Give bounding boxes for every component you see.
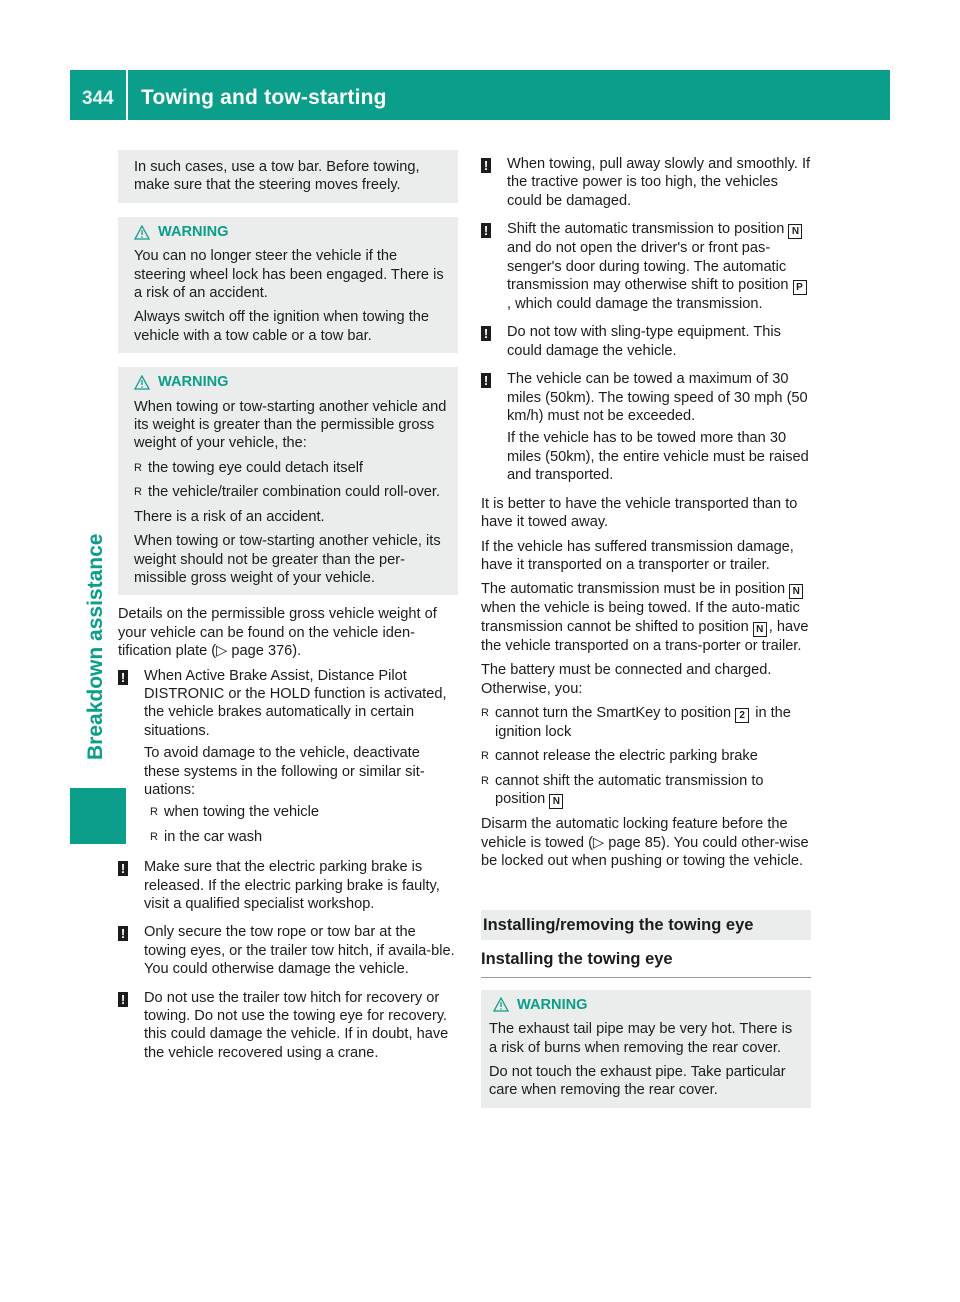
warning-icon xyxy=(134,375,150,390)
chapter-title: Towing and tow-starting xyxy=(141,86,387,109)
exclamation-icon: ! xyxy=(481,373,491,388)
page-number: 344 xyxy=(82,88,114,109)
warning-text: You can no longer steer the vehicle if the steering wheel lock has been engaged. There is a risk of an accident. xyxy=(134,248,444,302)
details-paragraph: Details on the permissible gross vehicle weight of your vehicle can be found on the vehicle iden-tification plate (▷ page 376). xyxy=(118,606,437,660)
bullet-icon: R xyxy=(134,461,142,474)
paragraph: The automatic transmission must be in position N when the vehicle is being towed. If the auto-matic transmission cannot be shifted to position N , have the vehicle transported on a trans-porter or trailer. xyxy=(481,581,809,654)
gear-p-icon: P xyxy=(793,280,807,295)
warning-icon xyxy=(493,997,509,1012)
paragraph: If the vehicle has suffered transmission damage, have it transported on a transporter or trailer. xyxy=(481,538,794,573)
gear-n-icon: N xyxy=(789,584,803,599)
bullet-icon: R xyxy=(134,486,142,499)
list-item: R the towing eye could detach itself xyxy=(134,459,363,476)
list-item: R cannot shift the automatic transmission to position N xyxy=(481,772,764,808)
exclamation-icon: ! xyxy=(118,670,128,685)
bullet-icon: R xyxy=(481,774,489,787)
warning-label: WARNING xyxy=(158,223,229,240)
notice-block: ! When Active Brake Assist, Distance Pilot DISTRONIC or the HOLD function is activated, the vehicle brakes automatically in certain situations. To avoid damage to the vehicle, deactivate these systems in the following or similar sit-uations: R when towing the vehicle R in the car wash xyxy=(118,667,458,853)
paragraph: The battery must be connected and charged. Otherwise, you: xyxy=(481,662,772,697)
subsection-title: Installing the towing eye xyxy=(481,950,811,977)
exclamation-icon: ! xyxy=(481,158,491,173)
exclamation-icon: ! xyxy=(481,223,491,238)
exclamation-icon: ! xyxy=(118,992,128,1007)
notice-block: ! Do not tow with sling-type equipment. This could damage the vehicle. xyxy=(481,323,811,364)
bullet-icon: R xyxy=(150,806,158,819)
list-item: R cannot turn the SmartKey to position 2 in the ignition lock xyxy=(481,704,791,740)
notice-block: ! Only secure the tow rope or tow bar at the towing eyes, or the trailer tow hitch, if availa-ble. You could otherwise damage the vehicle. xyxy=(118,923,458,982)
gear-n-icon: N xyxy=(788,224,802,239)
side-tab-label: Breakdown assistance xyxy=(84,533,107,760)
section-title: Installing/removing the towing eye xyxy=(481,910,811,940)
warning-box-3 xyxy=(481,990,811,1108)
gear-n-icon: N xyxy=(549,794,563,809)
warning-text: When towing or tow-starting another vehicle and its weight is greater than the permissible gross weight of your vehicle, the: xyxy=(134,398,447,452)
exclamation-icon: ! xyxy=(118,861,128,876)
notice-block: ! Do not use the trailer tow hitch for recovery or towing. Do not use the towing eye for recovery. this could damage the vehicle. If in doubt, have the vehicle recovered using a crane. xyxy=(118,989,458,1067)
warning-label: WARNING xyxy=(158,374,229,391)
warning-heading xyxy=(489,996,803,1014)
warning-text: Always switch off the ignition when towing the vehicle with a tow cable or a tow bar. xyxy=(134,309,430,344)
paragraph: It is better to have the vehicle transported than to have it towed away. xyxy=(481,495,798,531)
gear-n-icon: N xyxy=(753,622,767,637)
notice-block: ! Shift the automatic transmission to position N and do not open the driver's or front pas-senger's door during towing. The automatic transmission may otherwise shift to position P, which could damage the transmission. xyxy=(481,220,811,317)
exclamation-icon: ! xyxy=(481,326,491,341)
right-column xyxy=(481,155,811,1108)
list-item: R when towing the vehicle xyxy=(150,804,319,821)
bullet-icon: R xyxy=(150,830,158,843)
list-item: R cannot release the electric parking brake xyxy=(481,748,758,765)
exclamation-icon: ! xyxy=(118,926,128,941)
bullet-icon: R xyxy=(481,706,489,719)
list-item: R the vehicle/trailer combination could roll-over. xyxy=(134,484,441,501)
warning-text: The exhaust tail pipe may be very hot. There is a risk of burns when removing the rear cover. xyxy=(489,1021,793,1056)
bullet-icon: R xyxy=(481,750,489,763)
key-position-2-icon: 2 xyxy=(735,708,749,723)
notice-block: ! Make sure that the electric parking brake is released. If the electric parking brake is faulty, visit a qualified specialist workshop. xyxy=(118,858,458,917)
left-column xyxy=(118,150,458,1072)
notice-block: ! The vehicle can be towed a maximum of 30 miles (50km). The towing speed of 30 mph (50 km/h) must not be exceeded. If the vehicle has to be towed more than 30 miles (50km), the entire vehicle must be raised and transported. xyxy=(481,370,811,488)
warning-text: When towing or tow-starting another vehicle, its weight should not be greater than the per-missible gross weight of your vehicle. xyxy=(134,533,441,586)
paragraph: Disarm the automatic locking feature before the vehicle is towed (▷ page 85). You could other-wise be locked out when pushing or towing the vehicle. xyxy=(481,816,809,869)
warning-label: WARNING xyxy=(517,996,588,1013)
warning-icon xyxy=(134,225,150,240)
intro-box xyxy=(118,150,458,203)
warning-text: There is a risk of an accident. xyxy=(134,508,325,525)
warning-heading xyxy=(134,373,448,391)
intro-text: In such cases, use a tow bar. Before towing, make sure that the steering moves freely. xyxy=(134,159,420,194)
header-divider xyxy=(126,70,128,120)
warning-box-2 xyxy=(118,367,458,595)
list-item: R in the car wash xyxy=(150,828,263,845)
warning-box-1 xyxy=(118,217,458,353)
notice-block: ! When towing, pull away slowly and smoothly. If the tractive power is too high, the vehicles could be damaged. xyxy=(481,155,811,214)
warning-text: Do not touch the exhaust pipe. Take particular care when removing the rear cover. xyxy=(489,1064,786,1099)
warning-heading xyxy=(134,223,448,241)
